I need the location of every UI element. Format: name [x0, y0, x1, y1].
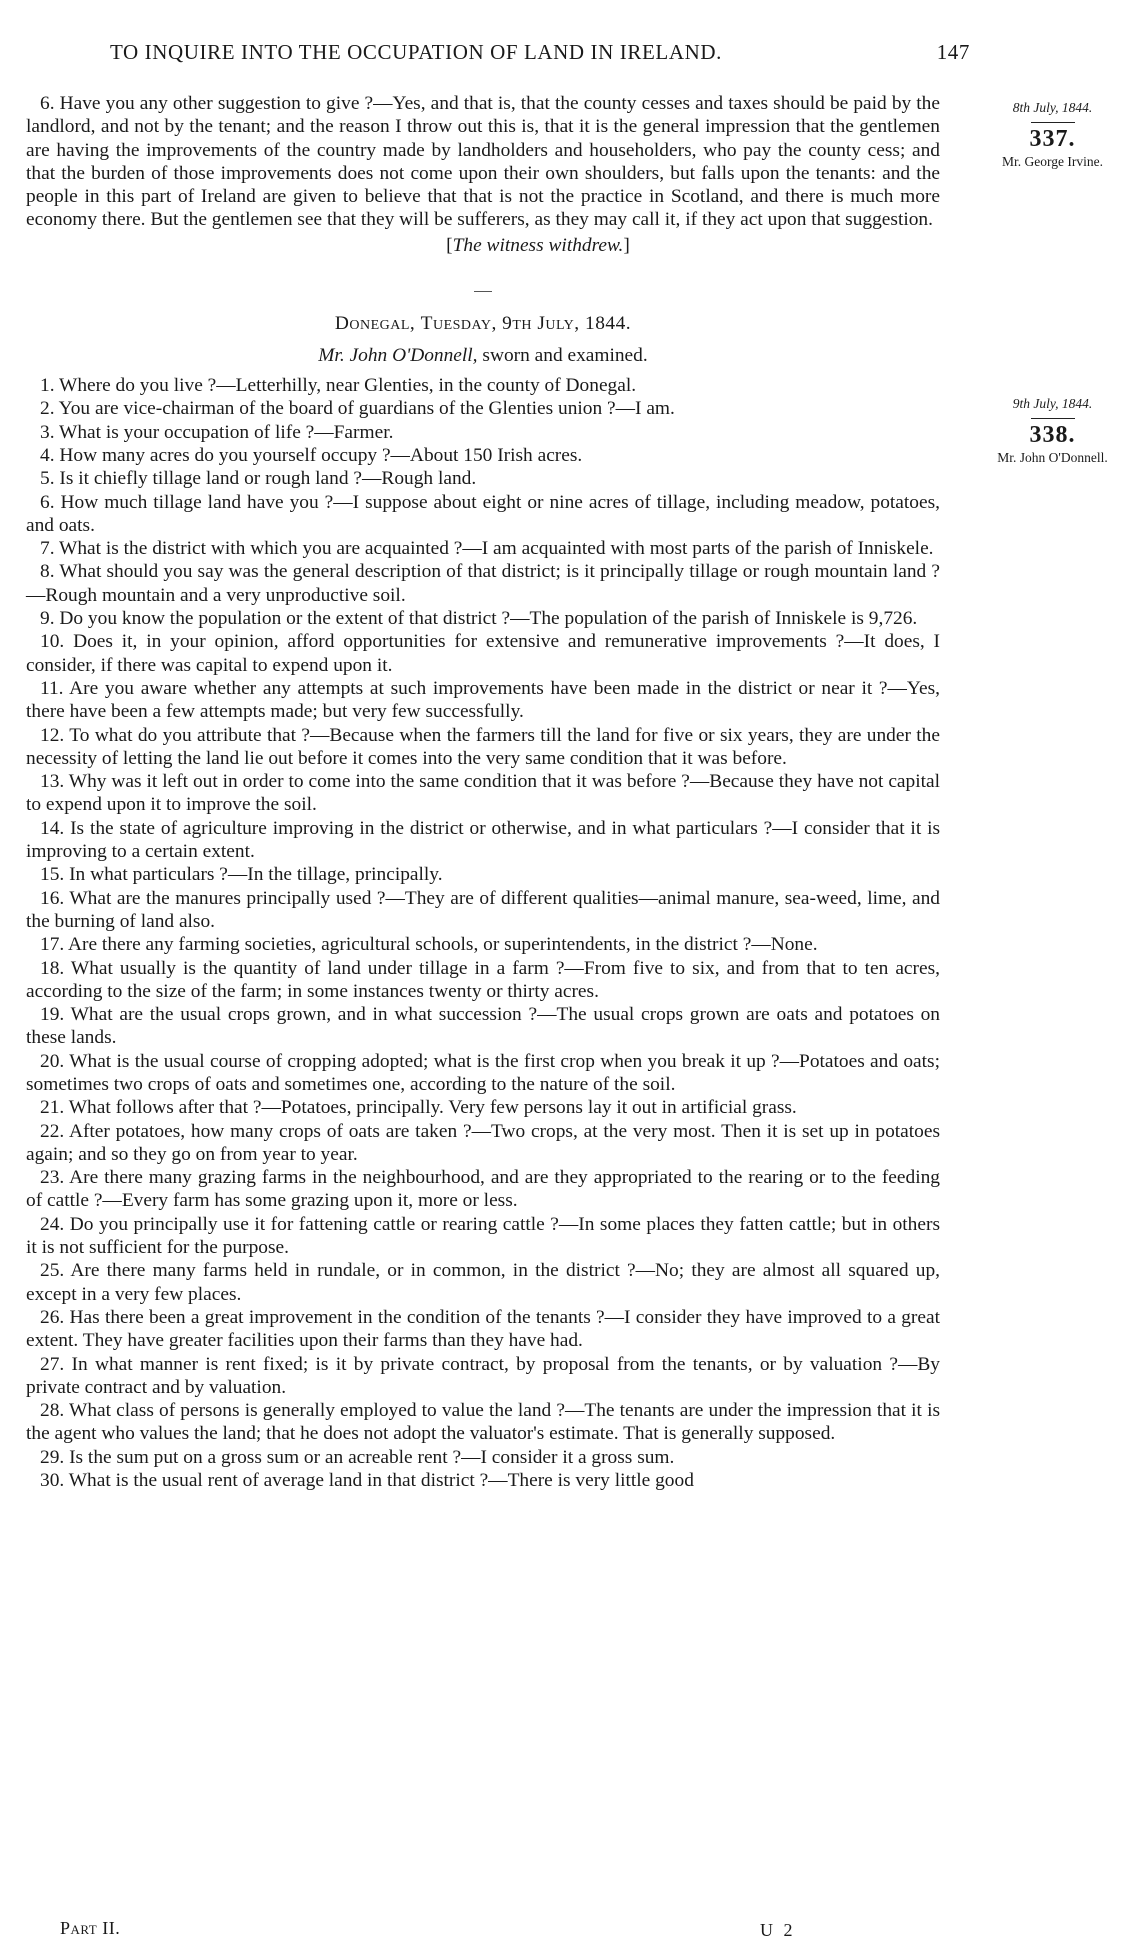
margin-number: 338.	[1029, 422, 1076, 448]
question-paragraph: 12. To what do you attribute that ?—Because when the farmers till the land for five or six years, they are under the necessity of letting the land lie out before it comes into the very same condition that it was before.	[26, 724, 940, 769]
question-paragraph: 18. What usually is the quantity of land under tillage in a farm ?—From five to six, and from that to ten acres, according to the size of the farm; in some instances twenty or thirty acres.	[26, 957, 940, 1002]
question-paragraph: 15. In what particulars ?—In the tillage, principally.	[40, 864, 443, 886]
running-head-title: TO INQUIRE INTO THE OCCUPATION OF LAND IN IRELAND.	[110, 40, 722, 64]
running-head	[110, 40, 970, 65]
bracket-open: [	[446, 234, 453, 256]
heading-place: Donegal	[334, 313, 410, 335]
question-paragraph: 28. What class of persons is generally employed to value the land ?—The tenants are under the impression that it is the agent who values the land; that he does not adopt the valuator's estimate. That is generally supposed.	[26, 1400, 940, 1445]
heading-day: Tuesday	[420, 313, 492, 335]
question-paragraph: 22. After potatoes, how many crops of oats are taken ?—Two crops, at the very most. Then it is set up in potatoes again; and so they go on from year to year.	[26, 1120, 940, 1165]
question-paragraph: 17. Are there any farming societies, agricultural schools, or superintendents, in the district ?—None.	[40, 934, 818, 956]
session-heading: Donegal, Tuesday, 9th July, 1844.	[334, 313, 632, 335]
question-paragraph: 3. What is your occupation of life ?—Farmer.	[40, 421, 394, 443]
question-paragraph: 30. What is the usual rent of average land in that district ?—There is very little good	[40, 1470, 694, 1492]
witness-sworn-line	[26, 344, 940, 368]
question-paragraph: 20. What is the usual course of cropping adopted; what is the first crop when you break it up ?—Potatoes and oats; sometimes two crops of oats and sometimes one, according to the nature of the soil.	[26, 1050, 940, 1095]
question-paragraph: 7. What is the district with which you are acquainted ?—I am acquainted with most parts of the parish of Inniskele.	[40, 538, 934, 560]
question-paragraph: 21. What follows after that ?—Potatoes, principally. Very few persons lay it out in artificial grass.	[40, 1097, 797, 1119]
question-paragraph: 2. You are vice-chairman of the board of guardians of the Glenties union ?—I am.	[40, 398, 675, 420]
question-paragraph: 23. Are there many grazing farms in the neighbourhood, and are they appropriated to the rearing or to the feeding of cattle ?—Every farm has some grazing upon it, more or less.	[26, 1167, 940, 1212]
heading-year: 1844.	[585, 313, 632, 335]
question-paragraph: 5. Is it chiefly tillage land or rough land ?—Rough land.	[40, 468, 477, 490]
question-paragraph: 19. What are the usual crops grown, and in what succession ?—The usual crops grown are oats and potatoes on these lands.	[26, 1004, 940, 1049]
bracket-close: ]	[623, 234, 630, 256]
witness-name: Mr. John O'Donnell,	[318, 345, 478, 367]
question-paragraph: 10. Does it, in your opinion, afford opportunities for extensive and remunerative improvements ?—It does, I consider, if there was capital to expend upon it.	[26, 631, 940, 676]
question-paragraph: 16. What are the manures principally used ?—They are of different qualities—animal manure, sea-weed, lime, and the burning of land also.	[26, 887, 940, 932]
margin-number: 337.	[1029, 126, 1076, 152]
question-paragraph: 29. Is the sum put on a gross sum or an acreable rent ?—I consider it a gross sum.	[40, 1446, 675, 1468]
margin-rule	[1031, 418, 1075, 419]
question-paragraph: 25. Are there many farms held in rundale, or in common, in the district ?—No; they are almost all squared up, except in a very few places.	[26, 1260, 940, 1305]
witness-suffix: sworn and examined.	[477, 345, 648, 367]
section-divider	[474, 291, 492, 292]
margin-date: 8th July, 1844.	[1012, 100, 1093, 115]
question-paragraph: 14. Is the state of agriculture improving in the district or otherwise, and in what particulars ?—I consider that it is improving to a certain extent.	[26, 817, 940, 863]
question-paragraph: 24. Do you principally use it for fattening cattle or rearing cattle ?—In some places they fatten cattle; but in others it is not sufficient for the purpose.	[26, 1213, 940, 1259]
margin-date: 9th July, 1844.	[1012, 396, 1093, 411]
question-paragraph: 13. Why was it left out in order to come into the same condition that it was before ?—Because they have not capital to expend upon it to improve the soil.	[26, 771, 940, 816]
footer-part: Part II.	[60, 1918, 121, 1938]
question-paragraph: 1. Where do you live ?—Letterhilly, near Glenties, in the county of Donegal.	[40, 375, 637, 397]
margin-witness-name: Mr. George Irvine.	[1002, 154, 1103, 169]
question-paragraph: 11. Are you aware whether any attempts at such improvements have been made in the district or near it ?—Yes, there have been a few attempts made; but very few successfully.	[26, 677, 940, 723]
question-list	[26, 374, 940, 1492]
question-paragraph: 9. Do you know the population or the extent of that district ?—The population of the parish of Inniskele is 9,726.	[40, 608, 918, 630]
witness-withdrew-note	[136, 234, 940, 257]
question-paragraph: 26. Has there been a great improvement in the condition of the tenants ?—I consider they have improved to a great extent. They have greater facilities upon their farms than they have had.	[26, 1306, 940, 1352]
question-paragraph: 4. How many acres do you yourself occupy ?—About 150 Irish acres.	[40, 444, 583, 466]
question-paragraph: 8. What should you say was the general description of that district; is it principally tillage or rough mountain land ?—Rough mountain and a very unproductive soil.	[26, 561, 940, 606]
signature-mark: U 2	[760, 1920, 796, 1940]
margin-note-337	[960, 100, 1145, 170]
question-paragraph: 6. Have you any other suggestion to give ?—Yes, and that is, that the county cesses and taxes should be paid by the landlord, and not by the tenant; and the reason I throw out this is, that it is the general impression that the gentlemen are having the improvements of the country made by landholders and householders, who pay the county cess; and that the burden of those improvements does not come upon their own shoulders, but falls upon the tenants: and the people in this part of Ireland are given to believe that that is not the practice in Scotland, and there is much more economy there. But the gentlemen see that they will be sufferers, as they may call it, if they act upon that suggestion.	[26, 93, 940, 231]
page-number: 147	[936, 40, 970, 64]
question-paragraph: 27. In what manner is rent fixed; is it by private contract, by proposal from the tenants, or by valuation ?—By private contract and by valuation.	[26, 1353, 940, 1398]
withdrew-text: The witness withdrew.	[452, 234, 624, 256]
margin-rule	[1031, 122, 1075, 123]
margin-witness-name: Mr. John O'Donnell.	[997, 450, 1108, 465]
main-text	[26, 92, 940, 1492]
page-footer	[60, 1918, 820, 1939]
question-paragraph: 6. How much tillage land have you ?—I suppose about eight or nine acres of tillage, including meadow, potatoes, and oats.	[26, 491, 940, 536]
heading-date: 9th July	[502, 313, 575, 335]
margin-note-338	[960, 396, 1145, 466]
